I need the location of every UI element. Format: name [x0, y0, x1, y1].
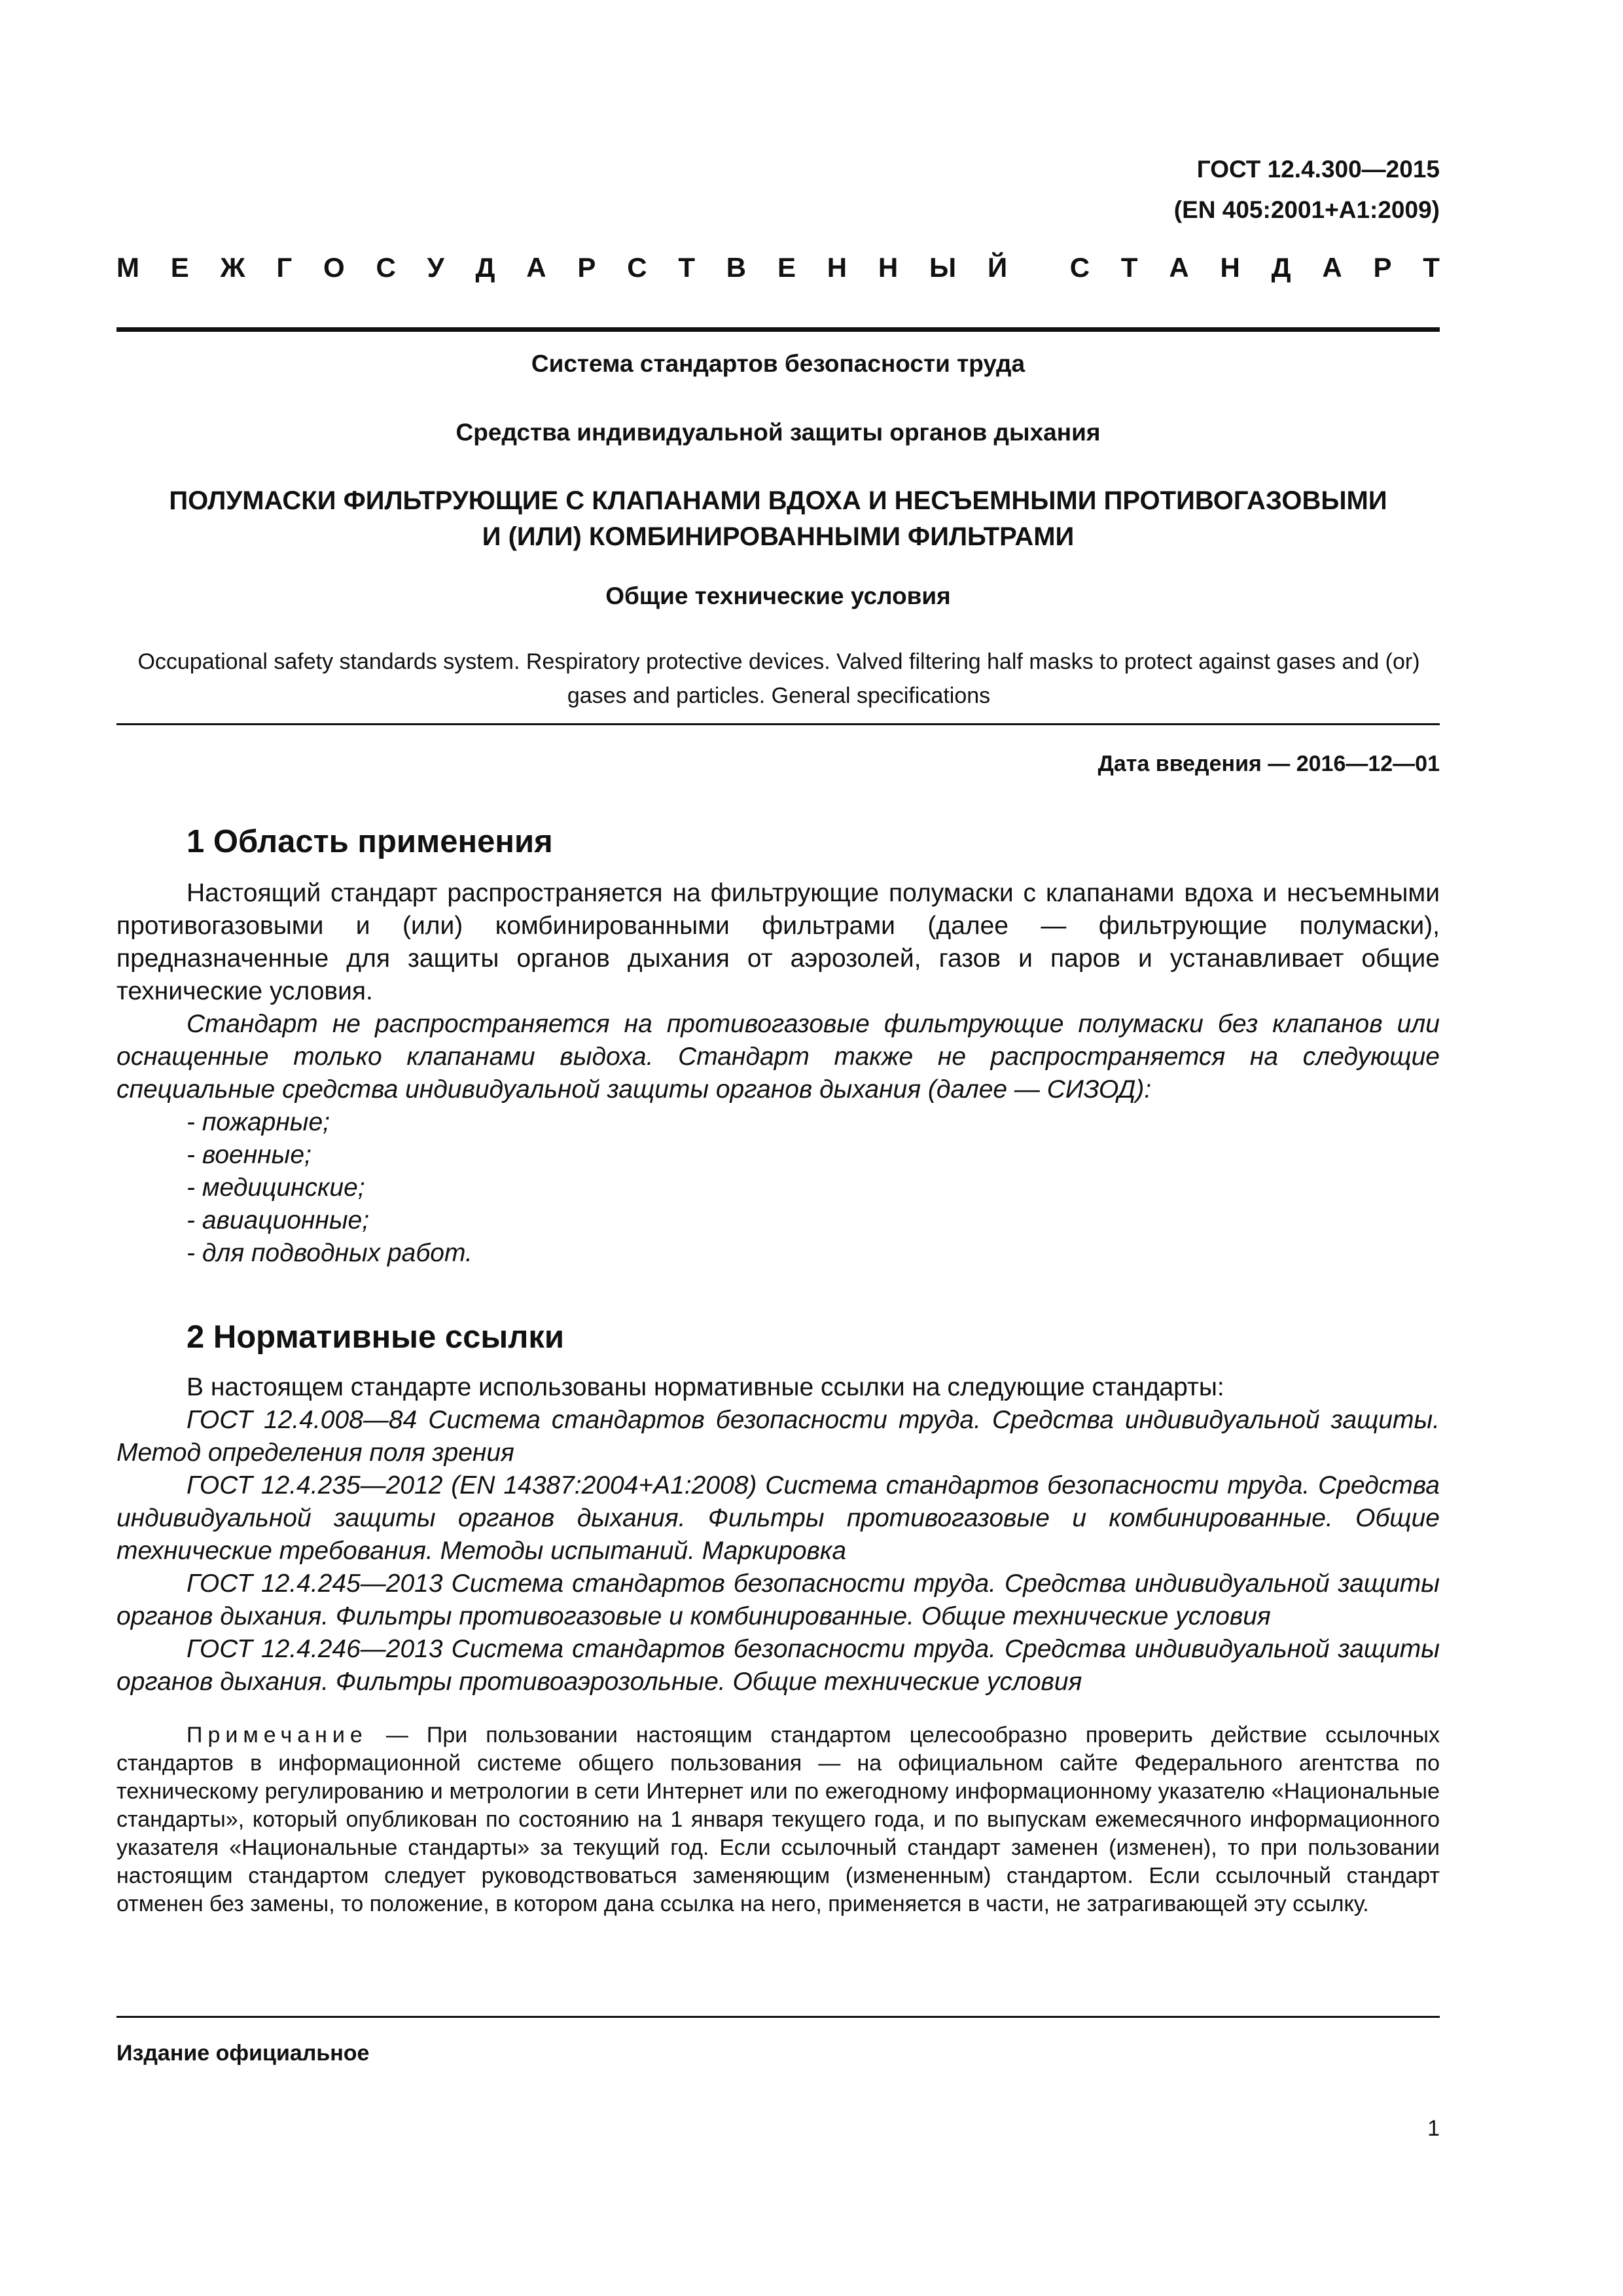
heading-letter: Ж — [220, 252, 245, 283]
header-divider — [116, 327, 1440, 332]
introduction-date: Дата введения — 2016—12—01 — [1097, 751, 1440, 776]
heading-letter: Г — [276, 252, 293, 283]
heading-letter: А — [1169, 252, 1189, 283]
title-system: Система стандартов безопасности труда — [531, 350, 1026, 377]
exclusions-list — [116, 1106, 1440, 1270]
heading-letter: А — [1322, 252, 1342, 283]
heading-letter: А — [526, 252, 546, 283]
heading-letter: Н — [878, 252, 899, 283]
heading-letter: Р — [577, 252, 596, 283]
title-general: Общие технические условия — [605, 583, 951, 609]
title-divider — [116, 723, 1440, 725]
heading-letter: С — [1069, 252, 1090, 283]
note-paragraph — [116, 1721, 1440, 1918]
list-item: - авиационные; — [187, 1206, 370, 1234]
reference-item: ГОСТ 12.4.245—2013 Система стандартов безопасности труда. Средства индивидуальной защиты органов дыхания. Фильтры противогазовые и комбинированные. Общие технические условия — [116, 1570, 1440, 1630]
scope-exclusions-paragraph: Стандарт не распространяется на противогазовые фильтрующие полумаски без клапанов или оснащенные только клапанами выдоха. Стандарт также не распространяется на следующие специальные средства индивидуальной защиты органов дыхания (далее — СИЗОД): — [116, 1010, 1440, 1103]
heading-letter: Е — [777, 252, 796, 283]
heading-letter: С — [376, 252, 396, 283]
list-item: - пожарные; — [187, 1108, 330, 1136]
heading-letter: Н — [1220, 252, 1240, 283]
reference-item: ГОСТ 12.4.008—84 Система стандартов безопасности труда. Средства индивидуальной защиты. Метод определения поля зрения — [116, 1406, 1440, 1467]
title-english: Occupational safety standards system. Respiratory protective devices. Valved filtering half masks to protect against gases and (or) gases and particles. General specifications — [137, 649, 1420, 708]
heading-letter: Т — [1423, 252, 1440, 283]
list-item: - медицинские; — [187, 1174, 365, 1202]
heading-letter: Е — [170, 252, 189, 283]
heading-letter: Н — [827, 252, 847, 283]
page-number: 1 — [1427, 2116, 1440, 2141]
heading-letter: У — [427, 252, 444, 283]
heading-letter: Т — [678, 252, 695, 283]
footer-divider — [116, 2016, 1440, 2018]
note-label: Примечание — [187, 1723, 368, 1748]
title-main-line: И (ИЛИ) КОМБИНИРОВАННЫМИ ФИЛЬТРАМИ — [482, 522, 1075, 551]
section-heading-references: 2 Нормативные ссылки — [187, 1319, 564, 1355]
references-intro: В настоящем стандарте использованы нормативные ссылки на следующие стандарты: — [187, 1373, 1224, 1401]
heading-letter: С — [627, 252, 647, 283]
references-note — [116, 1721, 1440, 1918]
title-means: Средства индивидуальной защиты органов дыхания — [455, 419, 1101, 446]
heading-letter: М — [116, 252, 139, 283]
document-number-block — [1174, 149, 1440, 230]
heading-letter: Ы — [929, 252, 957, 283]
heading-letter: О — [323, 252, 345, 283]
references-section-body — [116, 1371, 1440, 1698]
heading-letter: Т — [1120, 252, 1138, 283]
note-text: — При пользовании настоящим стандартом целесообразно проверить действие ссылочных стандартов в информационной системе общего пользования — на официальном сайте Федерального агентства по техническому регулированию и метрологии в сети Интернет или по ежегодному информационному указателю «Национальные стандарты», который опубликован по состоянию на 1 января текущего года, и по выпускам ежемесячного информационного указателя «Национальные стандарты» за текущий год. Если ссылочный стандарт заменен (изменен), то при пользовании настоящим стандартом следует руководствоваться заменяющим (измененным) стандартом. Если ссылочный стандарт отменен без замены, то положение, в котором дана ссылка на него, применяется в части, не затрагивающей эту ссылку. — [116, 1723, 1440, 1916]
title-main — [116, 483, 1440, 555]
official-edition-label: Издание официальное — [116, 2041, 370, 2066]
list-item: - для подводных работ. — [187, 1239, 473, 1267]
reference-item: ГОСТ 12.4.235—2012 (EN 14387:2004+A1:2008) Система стандартов безопасности труда. Средства индивидуальной защиты органов дыхания. Фильтры противогазовые и комбинированные. Общие технические требования. Методы испытаний. Маркировка — [116, 1471, 1440, 1565]
list-item: - военные; — [187, 1141, 312, 1169]
scope-section-body — [116, 877, 1440, 1270]
doc-number: ГОСТ 12.4.300—2015 — [1196, 156, 1440, 183]
heading-letter: Д — [475, 252, 495, 283]
scope-paragraph: Настоящий стандарт распространяется на фильтрующие полумаски с клапанами вдоха и несъемными противогазовыми и (или) комбинированными фильтрами (далее — фильтрующие полумаски), предназначенные для защиты органов дыхания от аэрозолей, газов и паров и устанавливает общие технические условия. — [116, 879, 1440, 1005]
heading-letter: Д — [1271, 252, 1291, 283]
reference-item: ГОСТ 12.4.246—2013 Система стандартов безопасности труда. Средства индивидуальной защиты органов дыхания. Фильтры противоаэрозольные. Общие технические условия — [116, 1635, 1440, 1696]
section-heading-scope: 1 Область применения — [187, 824, 553, 859]
title-main-line: ПОЛУМАСКИ ФИЛЬТРУЮЩИЕ С КЛАПАНАМИ ВДОХА И НЕСЪЕМНЫМИ ПРОТИВОГАЗОВЫМИ — [169, 486, 1387, 515]
heading-letter: Й — [987, 252, 1008, 283]
heading-letter: Р — [1373, 252, 1392, 283]
en-number: (EN 405:2001+A1:2009) — [1173, 196, 1440, 223]
interstate-standard-heading — [116, 252, 1440, 283]
heading-letter: В — [726, 252, 747, 283]
